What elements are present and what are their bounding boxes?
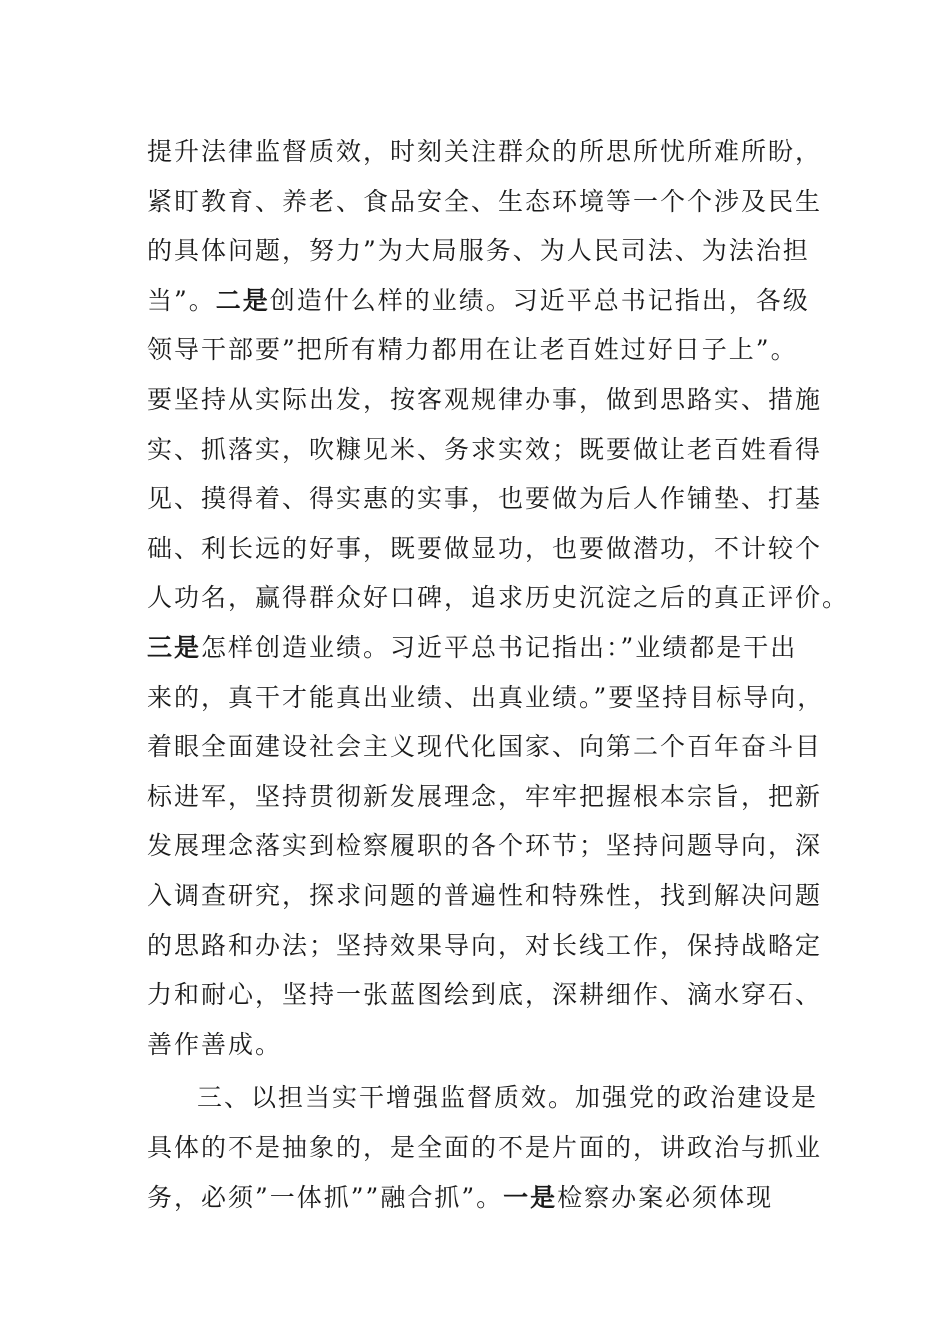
text-segment: 紧盯教育、养老、食品安全、生态环境等一个个涉及民生: [147, 186, 823, 216]
paragraph-line: [147, 623, 797, 673]
paragraph-line: [147, 226, 810, 276]
text-segment: 当”。: [147, 285, 216, 315]
text-segment: 人功名，赢得群众好口碑，追求历史沉淀之后的真正评价。: [147, 583, 850, 613]
text-segment: 实、抓落实，吹糠见米、务求实效；既要做让老百姓看得: [147, 434, 823, 464]
text-segment: 领导干部要”把所有精力都用在让老百姓过好日子上”。: [147, 335, 798, 365]
text-segment: 入调查研究，探求问题的普遍性和特殊性，找到解决问题: [147, 881, 823, 910]
text-segment: 善作善成。: [147, 1029, 283, 1059]
paragraph-line-indented: [197, 1073, 818, 1123]
paragraph-line: [147, 573, 849, 623]
text-segment: 见、摸得着、得实惠的实事，也要做为后人作铺垫、打基: [147, 484, 823, 514]
paragraph-line: [147, 474, 822, 524]
paragraph-line: [147, 1020, 282, 1070]
paragraph-line: [147, 673, 824, 723]
paragraph-line: [147, 425, 822, 475]
paragraph-line: [147, 127, 822, 177]
paragraph-line: [147, 276, 810, 326]
text-segment: 的具体问题，努力”为大局服务、为人民司法、为法治担: [147, 236, 810, 266]
text-segment: 提升法律监督质效，时刻关注群众的所思所忧所难所盼，: [147, 137, 823, 166]
text-segment: 发展理念落实到检察履职的各个环节；坚持问题导向，深: [147, 831, 823, 861]
bold-enumerator: 一是: [503, 1182, 558, 1212]
text-segment: 力和耐心，坚持一张蓝图绘到底，深耕细作、滴水穿石、: [147, 980, 823, 1010]
text-segment: 创造什么样的业绩。习近平总书记指出，各级: [269, 285, 810, 315]
text-segment: 础、利长远的好事，既要做显功，也要做潜功，不计较个: [147, 533, 823, 563]
paragraph-line: [147, 821, 822, 871]
text-segment: 着眼全面建设社会主义现代化国家、向第二个百年奋斗目: [147, 732, 823, 762]
text-segment: 检察办案必须体现: [557, 1182, 774, 1212]
paragraph-line: [147, 1173, 773, 1223]
bold-enumerator: 二是: [215, 285, 270, 315]
text-segment: 要坚持从实际出发，按客观规律办事，做到思路实、措施: [147, 385, 823, 414]
text-segment: 怎样创造业绩。习近平总书记指出：”业绩都是干出: [201, 633, 798, 662]
paragraph-line: [147, 772, 822, 822]
text-segment: 务，必须”一体抓””融合抓”。: [147, 1182, 504, 1212]
paragraph-line: [147, 871, 822, 921]
paragraph-line: [147, 722, 822, 772]
text-segment: 标进军，坚持贯彻新发展理念，牢牢把握根本宗旨，把新: [147, 781, 823, 811]
paragraph-line: [147, 524, 822, 574]
text-segment: 的思路和办法；坚持效果导向，对长线工作，保持战略定: [147, 930, 823, 960]
paragraph-line: [147, 375, 822, 425]
bold-enumerator: 三是: [147, 633, 202, 662]
paragraph-line: [147, 970, 822, 1020]
paragraph-line: [147, 177, 822, 227]
text-segment: 来的，真干才能真出业绩、出真业绩。”要坚持目标导向，: [147, 682, 825, 712]
text-segment: 具体的不是抽象的，是全面的不是片面的，讲政治与抓业: [147, 1133, 823, 1162]
text-segment: 三、以担当实干增强监督质效。加强党的政治建设是: [197, 1083, 819, 1113]
paragraph-line: [147, 325, 798, 375]
paragraph-line: [147, 921, 822, 971]
paragraph-line: [147, 1123, 822, 1173]
